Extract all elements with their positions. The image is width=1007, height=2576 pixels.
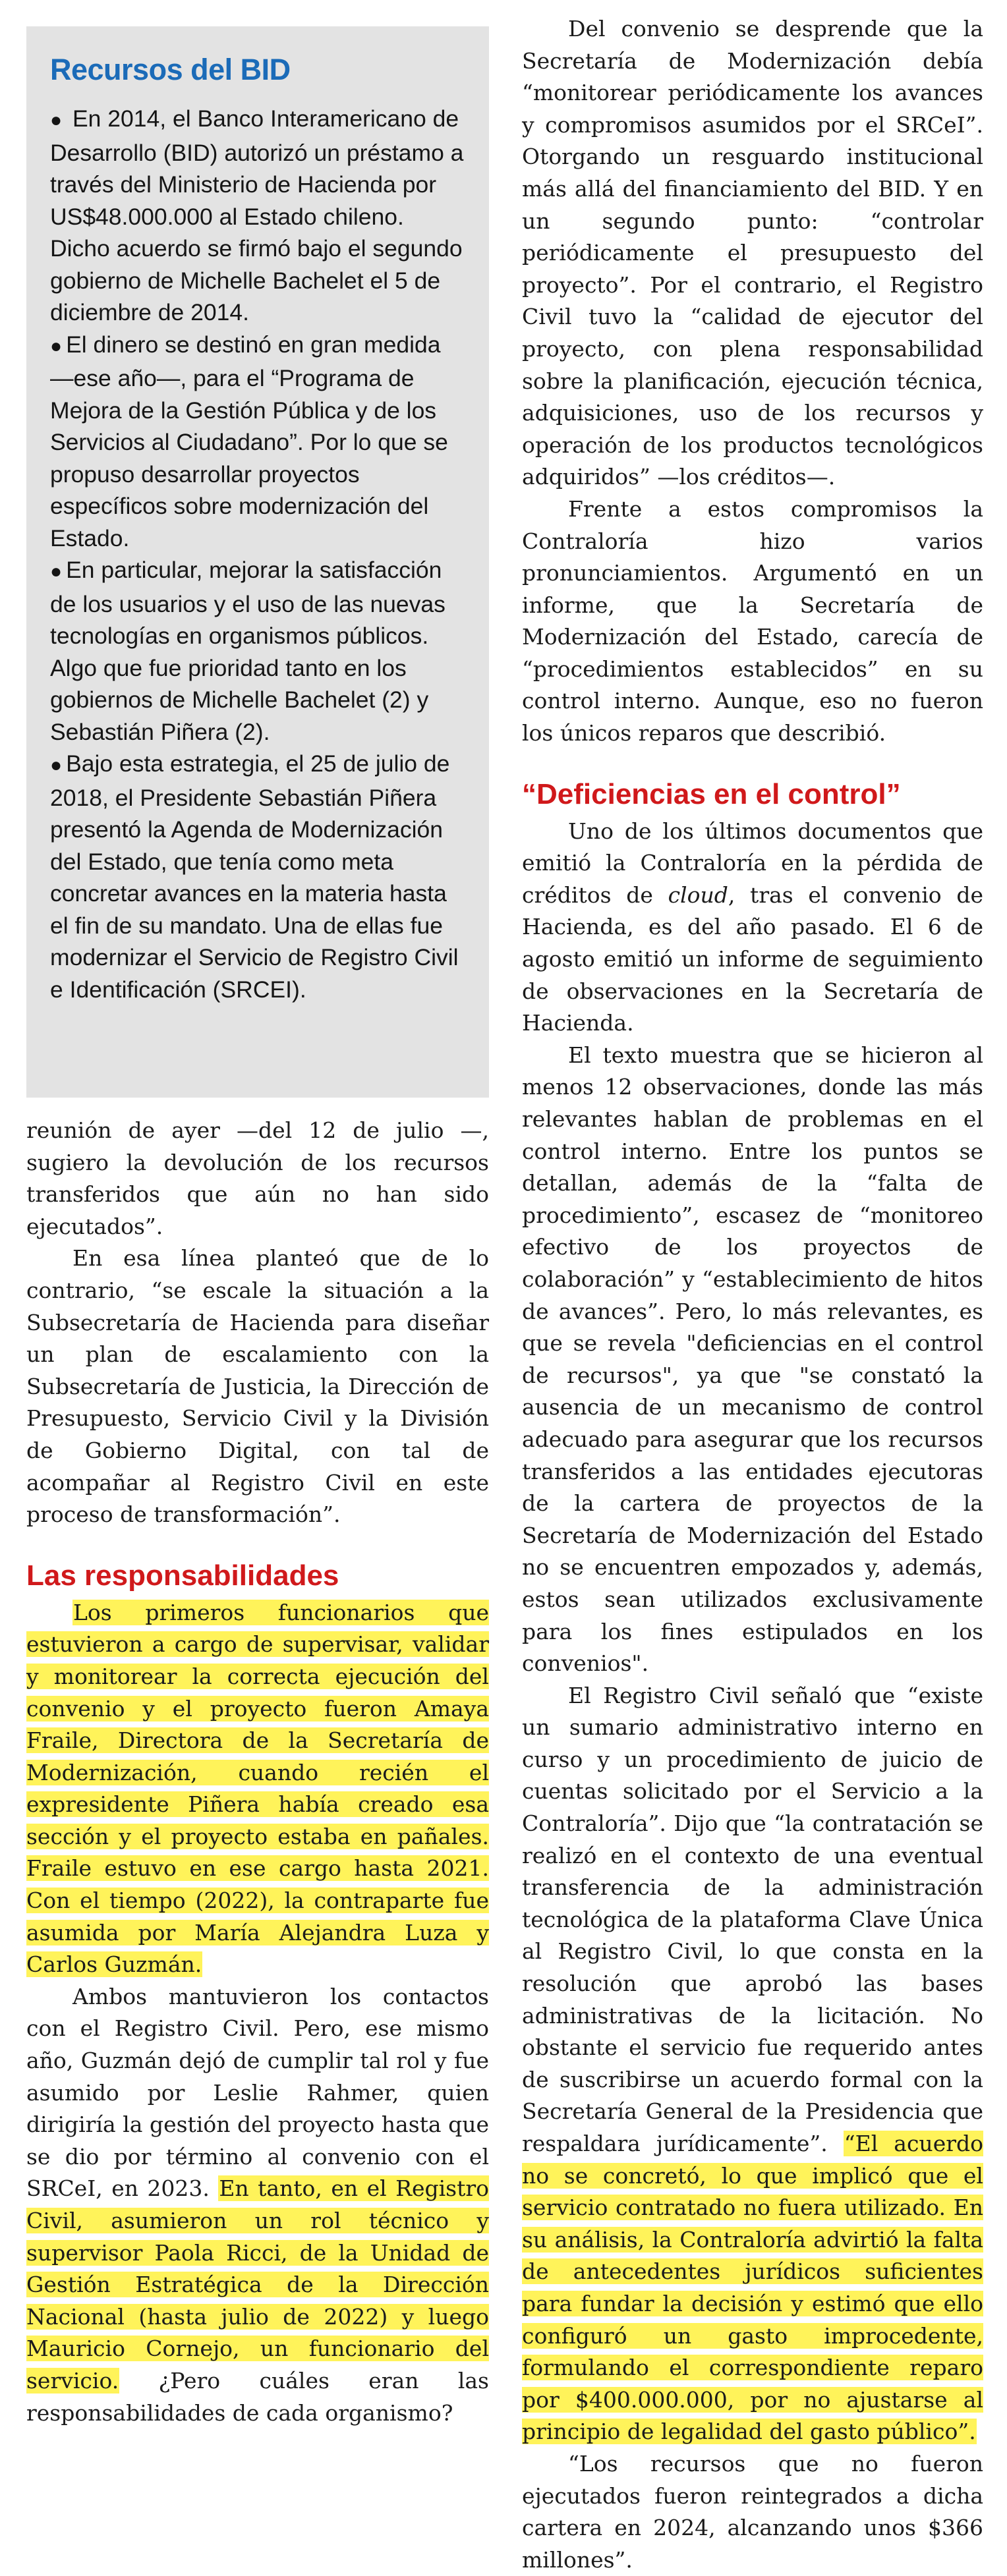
bullet-icon: ● [50, 109, 63, 131]
highlighted-text: En tanto, en el Registro Civil, asumieron un rol técnico y supervisor Paola Ricci, de la Unidad de Gestión Estratégica de la Dirección Nacional (hasta julio de 2022) y luego Mauricio Cornejo, un funcionario del servicio. [26, 2175, 489, 2394]
sidebar-item: ● En particular, mejorar la satisfacción de los usuarios y el uso de las nuevas tecnologías en organismos públicos. Algo que fue prioridad tanto en los gobiernos de Michelle Bachelet (2) y Sebastián Piñera (2). [50, 557, 446, 745]
right-body [522, 13, 983, 2576]
highlighted-text: Los primeros funcionarios que estuvieron a cargo de supervisar, validar y monitorear la correcta ejecución del convenio y el proyecto fueron Amaya Fraile, Directora de la Secretaría de Modernización, cuando recién el expresidente Piñera había creado esa sección y el proyecto estaba en pañales. Fraile estuvo en ese cargo hasta 2021. Con el tiempo (2022), la contraparte fue asumida por María Alejandra Luza y Carlos Guzmán. [26, 1599, 489, 1978]
bullet-icon: ● [50, 335, 63, 357]
bullet-icon: ● [50, 754, 63, 776]
highlighted-text: “El acuerdo no se concretó, lo que implicó que el servicio contratado no fuera utilizado. En su análisis, la Contraloría advirtió la falta de antecedentes jurídicos suficientes para fundar la decisión y estimó que ello configuró un gasto improcedente, formulando el correspondiente reparo por $400.000.000, por no ajustarse al principio de legalidad del gasto público”. [522, 2131, 983, 2445]
paragraph: Ambos mantuvieron los contactos con el Registro Civil. Pero, ese mismo año, Guzmán dejó de cumplir tal rol y fue asumido por Leslie Rahmer, quien dirigiría la gestión del proyecto hasta que se dio por término al convenio con el SRCeI, en 2023. En tanto, en el Registro Civil, asumieron un rol técnico y supervisor Paola Ricci, de la Unidad de Gestión Estratégica de la Dirección Nacional (hasta julio de 2022) y luego Mauricio Cornejo, un funcionario del servicio. ¿Pero cuáles eran las responsabilidades de cada organismo? [26, 1983, 489, 2426]
sidebar-item: ● Bajo esta estrategia, el 25 de julio de 2018, el Presidente Sebastián Piñera presentó la Agenda de Modernización del Estado, que tenía como meta concretar avances en la materia hasta el fin de su mandato. Una de ellas fue modernizar el Servicio de Registro Civil e Identificación (SRCEI). [50, 750, 459, 1003]
paragraph: Uno de los últimos documentos que emitió la Contraloría en la pérdida de créditos de cloud, tras el convenio de Hacienda, es del año pasado. El 6 de agosto emitió un informe de seguimiento de observaciones en la Secretaría de Hacienda. [522, 818, 983, 1036]
paragraph [26, 1597, 489, 1981]
sidebar-title: Recursos del BID [50, 53, 291, 86]
sidebar-item: ● En 2014, el Banco Interamericano de Desarrollo (BID) autorizó un préstamo a través del Ministerio de Hacienda por US$48.000.000 al Estado chileno. Dicho acuerdo se firmó bajo el segundo gobierno de Michelle Bachelet el 5 de diciembre de 2014. [50, 105, 464, 325]
right-column [522, 0, 983, 2576]
paragraph: reunión de ayer —del 12 de julio —, sugiero la devolución de los recursos transferidos que aún no han sido ejecutados”. [26, 1117, 489, 1239]
left-body [26, 1115, 489, 2429]
paragraph: “Los recursos que no fueron ejecutados fueron reintegrados a dicha cartera en 2024, alcanzando unos $366 millones”. [522, 2450, 983, 2573]
paragraph: En esa línea planteó que de lo contrario, “se escale la situación a la Subsecretaría de Hacienda para diseñar un plan de escalamiento con la Subsecretaría de Justicia, la Dirección de Presupuesto, Servicio Civil y la División de Gobierno Digital, con tal de acompañar al Registro Civil en este proceso de transformación”. [26, 1245, 489, 1528]
section-heading: Las responsabilidades [26, 1559, 339, 1592]
sidebar-item: ● El dinero se destinó en gran medida —ese año—, para el “Programa de Mejora de la Gestión Pública y de los Servicios al Ciudadano”. Por lo que se propuso desarrollar proyectos específicos sobre modernización del Estado. [50, 331, 448, 551]
paragraph: Del convenio se desprende que la Secretaría de Modernización debía “monitorear periódicamente los avances y compromisos asumidos por el SRCeI”. Otorgando un resguardo institucional más allá del financiamiento del BID. Y en un segundo punto: “controlar periódicamente el presupuesto del proyecto”. Por el contrario, el Registro Civil tuvo la “calidad de ejecutor del proyecto, con plena responsabilidad sobre la planificación, ejecución técnica, adquisiciones, uso de los recursos y operación de los productos tecnológicos adquiridos” —los créditos—. [522, 16, 983, 490]
paragraph: Frente a estos compromisos la Contraloría hizo varios pronunciamientos. Argumentó en un informe, que la Secretaría de Modernización del Estado, carecía de “procedimientos establecidos” en su control interno. Aunque, eso no fueron los únicos reparos que describió. [522, 495, 983, 746]
sidebar-box [26, 26, 489, 1098]
bullet-icon: ● [50, 561, 63, 582]
paragraph: El Registro Civil señaló que “existe un sumario administrativo interno en curso y un procedimiento de juicio de cuentas solicitado por el Servicio a la Contraloría”. Dijo que “la contratación se realizó en el contexto de una eventual transferencia de la administración tecnológica de la plataforma Clave Única al Registro Civil, lo que consta en la resolución que aprobó las bases administrativas de la licitación. No obstante el servicio fue requerido antes de suscribirse un acuerdo formal con la Secretaría General de la Presidencia que respaldara jurídicamente”. “El acuerdo no se concretó, lo que implicó que el servicio contratado no fuera utilizado. En su análisis, la Contraloría advirtió la falta de antecedentes jurídicos suficientes para fundar la decisión y estimó que ello configuró un gasto improcedente, formulando el correspondiente reparo por $400.000.000, por no ajustarse al principio de legalidad del gasto público”. [522, 1682, 983, 2445]
left-column [26, 0, 489, 2429]
paragraph: El texto muestra que se hicieron al menos 12 observaciones, donde las más relevantes hablan de problemas en el control interno. Entre los puntos se detallan, además de la “falta de procedimiento”, escasez de “monitoreo efectivo de los proyectos de colaboración” y “establecimiento de hitos de avances”. Pero, lo más relevantes, es que se revela "deficiencias en el control de recursos", ya que "se constató la ausencia de un mecanismo de control adecuado para asegurar que los recursos transferidos a las entidades ejecutoras de la cartera de proyectos de la Secretaría de Modernización del Estado no se encuentren empozados y, además, estos sean utilizados exclusivamente para los fines estipulados en los convenios". [522, 1042, 983, 1677]
section-heading: “Deficiencias en el control” [522, 777, 901, 810]
